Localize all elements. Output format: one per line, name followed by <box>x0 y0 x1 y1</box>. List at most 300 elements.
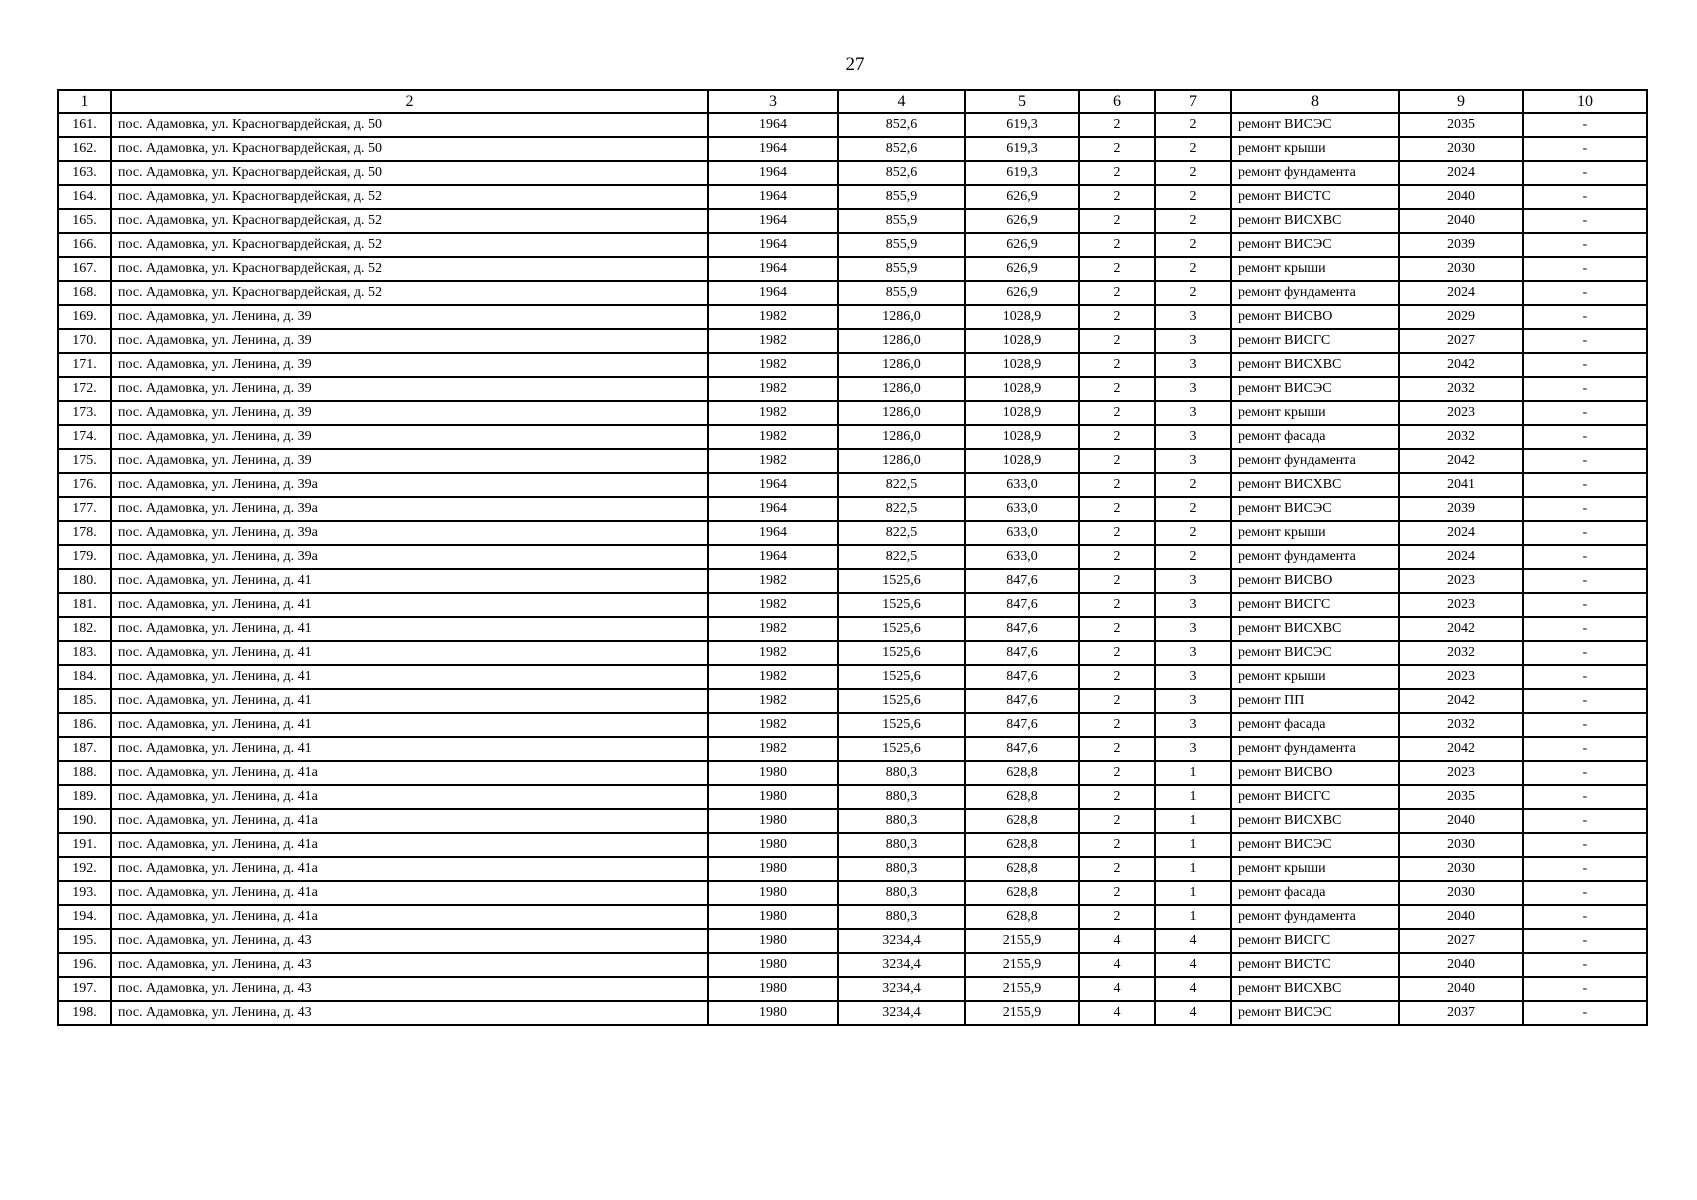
cell-work-type: ремонт ВИСГС <box>1231 929 1399 953</box>
cell-num: 198. <box>58 1001 111 1025</box>
cell-work-type: ремонт ВИСВО <box>1231 569 1399 593</box>
cell-num: 184. <box>58 665 111 689</box>
cell-entrances: 4 <box>1155 1001 1231 1025</box>
cell-living-area: 628,8 <box>965 881 1079 905</box>
cell-note: - <box>1523 689 1647 713</box>
cell-note: - <box>1523 329 1647 353</box>
cell-work-type: ремонт ВИСЭС <box>1231 497 1399 521</box>
cell-entrances: 3 <box>1155 689 1231 713</box>
cell-address: пос. Адамовка, ул. Ленина, д. 39 <box>111 377 708 401</box>
cell-total-area: 855,9 <box>838 209 965 233</box>
cell-entrances: 1 <box>1155 833 1231 857</box>
cell-plan-year: 2027 <box>1399 929 1523 953</box>
cell-entrances: 2 <box>1155 137 1231 161</box>
cell-address: пос. Адамовка, ул. Ленина, д. 39 <box>111 425 708 449</box>
cell-num: 162. <box>58 137 111 161</box>
cell-note: - <box>1523 473 1647 497</box>
cell-num: 192. <box>58 857 111 881</box>
cell-work-type: ремонт ВИСХВС <box>1231 353 1399 377</box>
cell-num: 176. <box>58 473 111 497</box>
cell-floors: 2 <box>1079 401 1155 425</box>
cell-num: 161. <box>58 113 111 137</box>
table-row <box>58 497 1647 521</box>
table-row <box>58 521 1647 545</box>
cell-total-area: 880,3 <box>838 905 965 929</box>
cell-work-type: ремонт ВИСГС <box>1231 593 1399 617</box>
cell-floors: 2 <box>1079 665 1155 689</box>
cell-year: 1982 <box>708 593 838 617</box>
cell-work-type: ремонт ВИСЭС <box>1231 377 1399 401</box>
table-row <box>58 761 1647 785</box>
cell-living-area: 628,8 <box>965 833 1079 857</box>
cell-living-area: 847,6 <box>965 569 1079 593</box>
cell-plan-year: 2030 <box>1399 833 1523 857</box>
cell-year: 1964 <box>708 473 838 497</box>
cell-note: - <box>1523 257 1647 281</box>
cell-entrances: 1 <box>1155 881 1231 905</box>
cell-plan-year: 2040 <box>1399 809 1523 833</box>
table-row <box>58 905 1647 929</box>
cell-total-area: 880,3 <box>838 881 965 905</box>
repair-schedule-table <box>57 89 1648 1026</box>
cell-address: пос. Адамовка, ул. Ленина, д. 41а <box>111 881 708 905</box>
cell-plan-year: 2023 <box>1399 665 1523 689</box>
cell-entrances: 4 <box>1155 953 1231 977</box>
cell-num: 169. <box>58 305 111 329</box>
column-header-address: 2 <box>111 90 708 113</box>
cell-num: 180. <box>58 569 111 593</box>
table-row <box>58 449 1647 473</box>
cell-plan-year: 2040 <box>1399 905 1523 929</box>
column-header-total-area: 4 <box>838 90 965 113</box>
cell-plan-year: 2032 <box>1399 377 1523 401</box>
cell-work-type: ремонт ВИСХВС <box>1231 809 1399 833</box>
cell-floors: 2 <box>1079 881 1155 905</box>
cell-work-type: ремонт ВИСВО <box>1231 305 1399 329</box>
cell-num: 166. <box>58 233 111 257</box>
cell-floors: 2 <box>1079 209 1155 233</box>
cell-plan-year: 2030 <box>1399 857 1523 881</box>
cell-plan-year: 2030 <box>1399 881 1523 905</box>
cell-total-area: 1525,6 <box>838 641 965 665</box>
cell-total-area: 1286,0 <box>838 401 965 425</box>
cell-living-area: 633,0 <box>965 521 1079 545</box>
cell-entrances: 3 <box>1155 449 1231 473</box>
cell-total-area: 1525,6 <box>838 617 965 641</box>
cell-floors: 2 <box>1079 905 1155 929</box>
table-row <box>58 713 1647 737</box>
cell-address: пос. Адамовка, ул. Красногвардейская, д. 50 <box>111 161 708 185</box>
cell-year: 1982 <box>708 737 838 761</box>
cell-note: - <box>1523 161 1647 185</box>
cell-work-type: ремонт фундамента <box>1231 737 1399 761</box>
cell-num: 175. <box>58 449 111 473</box>
cell-note: - <box>1523 665 1647 689</box>
table-row <box>58 881 1647 905</box>
cell-plan-year: 2040 <box>1399 185 1523 209</box>
table-row <box>58 833 1647 857</box>
cell-total-area: 822,5 <box>838 521 965 545</box>
cell-num: 189. <box>58 785 111 809</box>
cell-entrances: 3 <box>1155 593 1231 617</box>
column-header-floors: 6 <box>1079 90 1155 113</box>
cell-living-area: 847,6 <box>965 665 1079 689</box>
cell-note: - <box>1523 425 1647 449</box>
cell-address: пос. Адамовка, ул. Ленина, д. 39 <box>111 353 708 377</box>
table-row <box>58 857 1647 881</box>
table-row <box>58 113 1647 137</box>
cell-work-type: ремонт ПП <box>1231 689 1399 713</box>
cell-note: - <box>1523 113 1647 137</box>
cell-work-type: ремонт крыши <box>1231 257 1399 281</box>
cell-total-area: 1286,0 <box>838 425 965 449</box>
cell-plan-year: 2035 <box>1399 113 1523 137</box>
table-row <box>58 281 1647 305</box>
cell-floors: 2 <box>1079 497 1155 521</box>
cell-living-area: 1028,9 <box>965 425 1079 449</box>
cell-num: 179. <box>58 545 111 569</box>
cell-entrances: 2 <box>1155 113 1231 137</box>
cell-living-area: 626,9 <box>965 233 1079 257</box>
cell-total-area: 855,9 <box>838 185 965 209</box>
cell-plan-year: 2024 <box>1399 281 1523 305</box>
cell-num: 170. <box>58 329 111 353</box>
cell-plan-year: 2039 <box>1399 233 1523 257</box>
column-header-plan-year: 9 <box>1399 90 1523 113</box>
cell-work-type: ремонт ВИСГС <box>1231 329 1399 353</box>
cell-num: 195. <box>58 929 111 953</box>
cell-total-area: 880,3 <box>838 857 965 881</box>
cell-address: пос. Адамовка, ул. Ленина, д. 39а <box>111 497 708 521</box>
cell-entrances: 3 <box>1155 353 1231 377</box>
cell-plan-year: 2030 <box>1399 257 1523 281</box>
table-row <box>58 785 1647 809</box>
cell-plan-year: 2023 <box>1399 761 1523 785</box>
cell-floors: 2 <box>1079 857 1155 881</box>
cell-year: 1964 <box>708 281 838 305</box>
cell-num: 194. <box>58 905 111 929</box>
cell-plan-year: 2042 <box>1399 617 1523 641</box>
cell-living-area: 619,3 <box>965 161 1079 185</box>
cell-entrances: 3 <box>1155 329 1231 353</box>
cell-total-area: 880,3 <box>838 761 965 785</box>
cell-floors: 2 <box>1079 281 1155 305</box>
cell-num: 165. <box>58 209 111 233</box>
cell-entrances: 3 <box>1155 425 1231 449</box>
cell-living-area: 626,9 <box>965 185 1079 209</box>
cell-floors: 2 <box>1079 809 1155 833</box>
column-header-year: 3 <box>708 90 838 113</box>
cell-plan-year: 2024 <box>1399 521 1523 545</box>
table-row <box>58 545 1647 569</box>
page-number: 27 <box>845 54 865 75</box>
cell-num: 188. <box>58 761 111 785</box>
cell-num: 187. <box>58 737 111 761</box>
cell-work-type: ремонт фасада <box>1231 881 1399 905</box>
cell-total-area: 1286,0 <box>838 329 965 353</box>
cell-total-area: 1525,6 <box>838 665 965 689</box>
cell-total-area: 1525,6 <box>838 689 965 713</box>
cell-entrances: 3 <box>1155 305 1231 329</box>
table-row <box>58 665 1647 689</box>
cell-work-type: ремонт ВИСГС <box>1231 785 1399 809</box>
cell-year: 1982 <box>708 377 838 401</box>
cell-num: 181. <box>58 593 111 617</box>
cell-year: 1964 <box>708 521 838 545</box>
cell-year: 1980 <box>708 905 838 929</box>
cell-year: 1980 <box>708 953 838 977</box>
cell-total-area: 822,5 <box>838 497 965 521</box>
cell-year: 1964 <box>708 137 838 161</box>
cell-year: 1964 <box>708 209 838 233</box>
cell-note: - <box>1523 785 1647 809</box>
cell-year: 1964 <box>708 497 838 521</box>
cell-note: - <box>1523 593 1647 617</box>
cell-year: 1982 <box>708 305 838 329</box>
cell-plan-year: 2032 <box>1399 641 1523 665</box>
cell-living-area: 1028,9 <box>965 353 1079 377</box>
table-row <box>58 137 1647 161</box>
cell-total-area: 855,9 <box>838 257 965 281</box>
cell-plan-year: 2027 <box>1399 329 1523 353</box>
cell-entrances: 1 <box>1155 857 1231 881</box>
table-row <box>58 353 1647 377</box>
cell-floors: 2 <box>1079 617 1155 641</box>
cell-year: 1982 <box>708 665 838 689</box>
cell-entrances: 2 <box>1155 521 1231 545</box>
cell-note: - <box>1523 881 1647 905</box>
cell-plan-year: 2042 <box>1399 689 1523 713</box>
cell-work-type: ремонт ВИСЭС <box>1231 1001 1399 1025</box>
cell-work-type: ремонт ВИСЭС <box>1231 641 1399 665</box>
cell-year: 1982 <box>708 569 838 593</box>
cell-floors: 2 <box>1079 161 1155 185</box>
cell-year: 1980 <box>708 785 838 809</box>
cell-num: 183. <box>58 641 111 665</box>
cell-address: пос. Адамовка, ул. Ленина, д. 41 <box>111 593 708 617</box>
cell-living-area: 847,6 <box>965 713 1079 737</box>
cell-address: пос. Адамовка, ул. Ленина, д. 41а <box>111 809 708 833</box>
cell-work-type: ремонт крыши <box>1231 857 1399 881</box>
cell-total-area: 1525,6 <box>838 737 965 761</box>
cell-floors: 2 <box>1079 233 1155 257</box>
cell-plan-year: 2029 <box>1399 305 1523 329</box>
cell-entrances: 4 <box>1155 929 1231 953</box>
cell-entrances: 3 <box>1155 713 1231 737</box>
cell-address: пос. Адамовка, ул. Ленина, д. 39 <box>111 449 708 473</box>
cell-year: 1980 <box>708 809 838 833</box>
cell-plan-year: 2024 <box>1399 161 1523 185</box>
table-row <box>58 617 1647 641</box>
cell-floors: 2 <box>1079 737 1155 761</box>
cell-living-area: 633,0 <box>965 545 1079 569</box>
cell-total-area: 1286,0 <box>838 377 965 401</box>
cell-plan-year: 2023 <box>1399 593 1523 617</box>
cell-year: 1982 <box>708 425 838 449</box>
table-row <box>58 1001 1647 1025</box>
cell-total-area: 822,5 <box>838 473 965 497</box>
cell-total-area: 1525,6 <box>838 713 965 737</box>
cell-total-area: 1286,0 <box>838 353 965 377</box>
cell-note: - <box>1523 833 1647 857</box>
cell-total-area: 3234,4 <box>838 1001 965 1025</box>
cell-address: пос. Адамовка, ул. Ленина, д. 41 <box>111 713 708 737</box>
cell-floors: 2 <box>1079 425 1155 449</box>
cell-living-area: 633,0 <box>965 473 1079 497</box>
cell-living-area: 633,0 <box>965 497 1079 521</box>
cell-year: 1980 <box>708 761 838 785</box>
cell-entrances: 2 <box>1155 233 1231 257</box>
cell-total-area: 1525,6 <box>838 593 965 617</box>
cell-entrances: 3 <box>1155 641 1231 665</box>
cell-num: 185. <box>58 689 111 713</box>
cell-living-area: 626,9 <box>965 257 1079 281</box>
cell-year: 1980 <box>708 857 838 881</box>
cell-note: - <box>1523 929 1647 953</box>
cell-living-area: 2155,9 <box>965 929 1079 953</box>
table-row <box>58 233 1647 257</box>
cell-living-area: 2155,9 <box>965 1001 1079 1025</box>
cell-entrances: 4 <box>1155 977 1231 1001</box>
cell-entrances: 3 <box>1155 737 1231 761</box>
cell-plan-year: 2042 <box>1399 449 1523 473</box>
cell-floors: 2 <box>1079 833 1155 857</box>
cell-floors: 2 <box>1079 449 1155 473</box>
cell-note: - <box>1523 137 1647 161</box>
cell-note: - <box>1523 281 1647 305</box>
table-row <box>58 641 1647 665</box>
cell-address: пос. Адамовка, ул. Ленина, д. 43 <box>111 1001 708 1025</box>
table-row <box>58 161 1647 185</box>
column-header-living-area: 5 <box>965 90 1079 113</box>
table-row <box>58 401 1647 425</box>
cell-year: 1982 <box>708 401 838 425</box>
cell-address: пос. Адамовка, ул. Ленина, д. 41 <box>111 617 708 641</box>
cell-living-area: 847,6 <box>965 737 1079 761</box>
table-row <box>58 953 1647 977</box>
cell-year: 1982 <box>708 617 838 641</box>
cell-work-type: ремонт фундамента <box>1231 281 1399 305</box>
cell-living-area: 1028,9 <box>965 449 1079 473</box>
table-row <box>58 593 1647 617</box>
cell-plan-year: 2023 <box>1399 401 1523 425</box>
cell-plan-year: 2040 <box>1399 977 1523 1001</box>
cell-year: 1980 <box>708 1001 838 1025</box>
cell-plan-year: 2037 <box>1399 1001 1523 1025</box>
cell-note: - <box>1523 545 1647 569</box>
cell-floors: 2 <box>1079 641 1155 665</box>
cell-note: - <box>1523 857 1647 881</box>
cell-work-type: ремонт крыши <box>1231 665 1399 689</box>
cell-entrances: 2 <box>1155 161 1231 185</box>
cell-work-type: ремонт фундамента <box>1231 545 1399 569</box>
cell-year: 1980 <box>708 881 838 905</box>
table-row <box>58 569 1647 593</box>
cell-num: 191. <box>58 833 111 857</box>
cell-total-area: 855,9 <box>838 233 965 257</box>
cell-address: пос. Адамовка, ул. Ленина, д. 41 <box>111 569 708 593</box>
cell-plan-year: 2035 <box>1399 785 1523 809</box>
cell-num: 178. <box>58 521 111 545</box>
cell-living-area: 619,3 <box>965 137 1079 161</box>
cell-floors: 2 <box>1079 257 1155 281</box>
table-row <box>58 425 1647 449</box>
cell-work-type: ремонт ВИСЭС <box>1231 833 1399 857</box>
cell-address: пос. Адамовка, ул. Красногвардейская, д. 52 <box>111 257 708 281</box>
cell-note: - <box>1523 209 1647 233</box>
cell-year: 1982 <box>708 689 838 713</box>
cell-work-type: ремонт крыши <box>1231 137 1399 161</box>
cell-address: пос. Адамовка, ул. Красногвардейская, д. 52 <box>111 185 708 209</box>
cell-living-area: 1028,9 <box>965 377 1079 401</box>
cell-total-area: 1286,0 <box>838 305 965 329</box>
cell-living-area: 847,6 <box>965 617 1079 641</box>
cell-year: 1980 <box>708 833 838 857</box>
column-header-note: 10 <box>1523 90 1647 113</box>
cell-floors: 2 <box>1079 713 1155 737</box>
table-row <box>58 737 1647 761</box>
cell-plan-year: 2042 <box>1399 737 1523 761</box>
cell-address: пос. Адамовка, ул. Ленина, д. 43 <box>111 953 708 977</box>
cell-note: - <box>1523 305 1647 329</box>
cell-work-type: ремонт фундамента <box>1231 449 1399 473</box>
cell-note: - <box>1523 185 1647 209</box>
cell-num: 167. <box>58 257 111 281</box>
cell-address: пос. Адамовка, ул. Красногвардейская, д. 52 <box>111 209 708 233</box>
cell-note: - <box>1523 809 1647 833</box>
cell-work-type: ремонт ВИСЭС <box>1231 233 1399 257</box>
cell-note: - <box>1523 401 1647 425</box>
cell-plan-year: 2023 <box>1399 569 1523 593</box>
cell-living-area: 626,9 <box>965 209 1079 233</box>
cell-floors: 2 <box>1079 785 1155 809</box>
cell-address: пос. Адамовка, ул. Ленина, д. 41 <box>111 737 708 761</box>
cell-address: пос. Адамовка, ул. Ленина, д. 39а <box>111 473 708 497</box>
cell-note: - <box>1523 521 1647 545</box>
cell-address: пос. Адамовка, ул. Ленина, д. 41 <box>111 641 708 665</box>
cell-year: 1964 <box>708 233 838 257</box>
cell-plan-year: 2042 <box>1399 353 1523 377</box>
cell-address: пос. Адамовка, ул. Красногвардейская, д. 52 <box>111 233 708 257</box>
cell-entrances: 1 <box>1155 905 1231 929</box>
column-header-work-type: 8 <box>1231 90 1399 113</box>
cell-entrances: 1 <box>1155 761 1231 785</box>
cell-floors: 2 <box>1079 689 1155 713</box>
cell-note: - <box>1523 977 1647 1001</box>
cell-address: пос. Адамовка, ул. Ленина, д. 39а <box>111 521 708 545</box>
cell-work-type: ремонт фасада <box>1231 425 1399 449</box>
cell-year: 1982 <box>708 713 838 737</box>
column-header-num: 1 <box>58 90 111 113</box>
cell-plan-year: 2040 <box>1399 209 1523 233</box>
table-body <box>58 113 1647 1025</box>
cell-entrances: 2 <box>1155 281 1231 305</box>
table-row <box>58 809 1647 833</box>
cell-work-type: ремонт ВИСТС <box>1231 953 1399 977</box>
cell-plan-year: 2024 <box>1399 545 1523 569</box>
cell-entrances: 2 <box>1155 497 1231 521</box>
cell-work-type: ремонт ВИСХВС <box>1231 473 1399 497</box>
cell-work-type: ремонт ВИСХВС <box>1231 617 1399 641</box>
cell-year: 1982 <box>708 449 838 473</box>
cell-work-type: ремонт ВИСХВС <box>1231 209 1399 233</box>
cell-work-type: ремонт фундамента <box>1231 161 1399 185</box>
cell-plan-year: 2039 <box>1399 497 1523 521</box>
cell-address: пос. Адамовка, ул. Ленина, д. 39 <box>111 401 708 425</box>
header-row <box>58 90 1647 113</box>
cell-note: - <box>1523 233 1647 257</box>
cell-address: пос. Адамовка, ул. Ленина, д. 41а <box>111 857 708 881</box>
